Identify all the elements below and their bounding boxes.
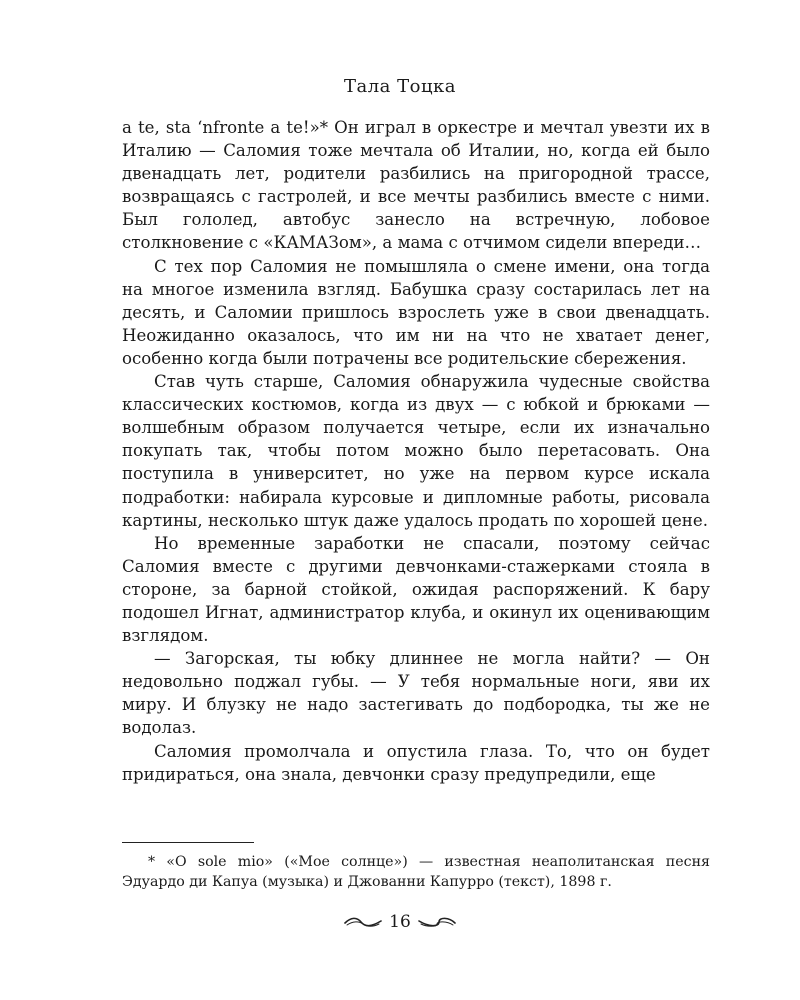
swash-ornament-right-icon	[417, 915, 457, 929]
body-text	[122, 116, 710, 786]
paragraph-6: Саломия промолчала и опустила глаза. То, что он будет придираться, она знала, девчонки сразу предупредили, еще	[122, 741, 710, 784]
footnote: * «O sole mio» («Мое солнце») — известная неаполитанская песня Эдуардо ди Капуа (музыка) и Джованни Капурро (текст), 1898 г.	[122, 854, 710, 890]
page-footer	[0, 912, 800, 932]
paragraph-5: — Загорская, ты юбку длиннее не могла найти? — Он недовольно поджал губы. — У тебя нормальные ноги, яви их миру. И блузку не надо застегивать до подбородка, ты же не водолаз.	[122, 649, 710, 738]
paragraph-2: С тех пор Саломия не помышляла о смене имени, она тогда на многое изменила взгляд. Бабушка сразу состарилась лет на десять, и Саломии пришлось взрослеть уже в свои двенадцать. Неожиданно оказалось, что им ни на что не хватает денег, особенно когда были потрачены все родительские сбережения.	[122, 256, 710, 368]
page-number: 16	[389, 912, 411, 932]
swash-ornament-left-icon	[343, 915, 383, 929]
footnote-divider	[122, 842, 254, 843]
running-title: Тала Тоцка	[343, 76, 457, 97]
paragraph-4: Но временные заработки не спасали, поэтому сейчас Саломия вместе с другими девчонками-стажерками стояла в стороне, за барной стойкой, ожидая распоряжений. К бару подошел Игнат, администратор клуба, и окинул их оценивающим взглядом.	[122, 533, 710, 646]
paragraph-1: a te, sta ‘nfronte a te!»* Он играл в оркестре и мечтал увезти их в Италию — Саломия тоже мечтала об Италии, но, когда ей было двенадцать лет, родители разбились на пригородной трассе, возвращаясь с гастролей, и все мечты разбились вместе с ними. Был гололед, автобус занесло на встречную, лобовое столкновение с «КАМАЗом», а мама с отчимом сидели впереди…	[122, 118, 710, 253]
paragraph-3: Став чуть старше, Саломия обнаружила чудесные свойства классических костюмов, когда из двух — с юбкой и брюками — волшебным образом получается четыре, если их изначально покупать так, чтобы потом можно было перетасовать. Она поступила в университет, но уже на первом курсе искала подработки: набирала курсовые и дипломные работы, рисовала картины, несколько штук даже удалось продать по хорошей цене.	[122, 372, 710, 530]
